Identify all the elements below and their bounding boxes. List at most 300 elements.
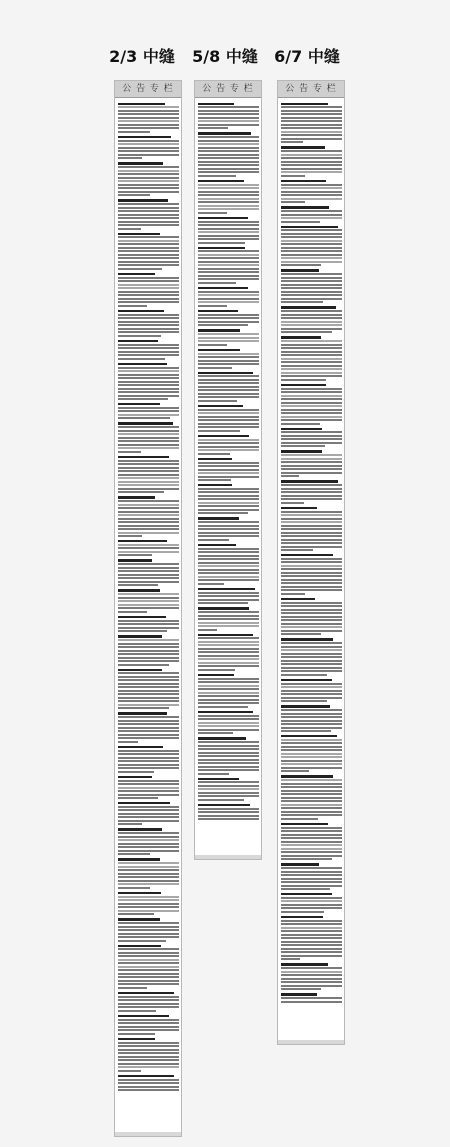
- text-line: [118, 679, 179, 681]
- text-line: [118, 906, 179, 908]
- text-line: [118, 314, 179, 316]
- text-line: [198, 476, 259, 478]
- text-line: [118, 880, 179, 882]
- text-line: [281, 317, 342, 319]
- text-line: [118, 1089, 179, 1091]
- notice-paragraph: [198, 247, 259, 284]
- text-line: [198, 702, 259, 704]
- text-line: [281, 878, 342, 880]
- text-line: [118, 664, 169, 666]
- notice-paragraph: [198, 588, 259, 604]
- text-line: [118, 298, 179, 300]
- text-line: [281, 419, 342, 421]
- text-line: [281, 779, 342, 781]
- text-line: [118, 535, 142, 537]
- text-line: [198, 706, 248, 708]
- text-line: [198, 386, 259, 388]
- notice-paragraph: [118, 746, 179, 773]
- text-line: [198, 389, 259, 391]
- text-line: [198, 618, 259, 620]
- text-line: [281, 138, 342, 140]
- text-line: [281, 656, 342, 658]
- text-line: [281, 760, 342, 762]
- text-line: [198, 745, 259, 747]
- text-line: [118, 767, 179, 769]
- text-line: [198, 191, 259, 193]
- text-line: [118, 712, 167, 714]
- text-line: [118, 381, 179, 383]
- notice-column-1: [114, 80, 182, 1137]
- text-line: [118, 331, 179, 333]
- text-line: [118, 154, 179, 156]
- notice-paragraph: [198, 217, 259, 244]
- text-line: [118, 820, 179, 822]
- text-line: [118, 544, 179, 546]
- text-line: [198, 804, 250, 806]
- text-line: [198, 699, 259, 701]
- text-line: [198, 622, 259, 624]
- text-line: [198, 729, 259, 731]
- text-line: [118, 589, 160, 591]
- text-line: [198, 681, 259, 683]
- text-line: [281, 214, 342, 216]
- text-line: [281, 445, 325, 447]
- notice-paragraph: [281, 480, 342, 503]
- text-line: [281, 697, 342, 699]
- text-line: [118, 481, 179, 483]
- notice-paragraph: [118, 310, 179, 337]
- text-line: [281, 598, 315, 600]
- text-line: [281, 997, 342, 999]
- text-line: [118, 521, 179, 523]
- text-line: [118, 1015, 169, 1017]
- text-line: [118, 607, 179, 609]
- text-line: [198, 755, 259, 757]
- text-line: [118, 635, 162, 637]
- text-line: [198, 611, 259, 613]
- text-line: [118, 903, 179, 905]
- text-line: [118, 224, 179, 226]
- text-line: [118, 734, 179, 736]
- notice-paragraph: [198, 458, 259, 481]
- text-line: [118, 1063, 179, 1065]
- text-line: [281, 321, 342, 323]
- notice-paragraph: [281, 226, 342, 267]
- text-line: [198, 221, 259, 223]
- text-line: [118, 802, 170, 804]
- text-line: [198, 367, 232, 369]
- text-line: [281, 141, 303, 143]
- text-line: [118, 843, 179, 845]
- text-line: [118, 794, 179, 796]
- notice-paragraph: [118, 273, 179, 307]
- text-line: [118, 261, 179, 263]
- notice-paragraph: [118, 340, 179, 360]
- text-line: [118, 484, 179, 486]
- text-line: [198, 426, 259, 428]
- column-footer-3: [278, 1040, 344, 1044]
- text-line: [118, 570, 179, 572]
- text-line: [281, 572, 342, 574]
- text-line: [118, 683, 179, 685]
- text-line: [281, 582, 342, 584]
- text-line: [198, 379, 259, 381]
- text-line: [281, 106, 342, 108]
- text-line: [281, 783, 342, 785]
- text-line: [118, 410, 179, 412]
- text-line: [118, 110, 179, 112]
- text-line: [281, 298, 342, 300]
- text-line: [118, 131, 150, 133]
- notice-paragraph: [281, 963, 342, 990]
- text-line: [281, 549, 313, 551]
- text-line: [118, 858, 160, 860]
- text-line: [198, 528, 259, 530]
- text-line: [118, 836, 179, 838]
- text-line: [118, 328, 179, 330]
- text-line: [198, 110, 259, 112]
- column-labels: [0, 44, 450, 68]
- text-line: [198, 164, 259, 166]
- text-line: [198, 469, 259, 471]
- text-line: [118, 969, 179, 971]
- text-line: [118, 771, 154, 773]
- text-line: [118, 910, 179, 912]
- text-line: [118, 653, 179, 655]
- text-line: [118, 554, 152, 556]
- text-line: [118, 1006, 179, 1008]
- notice-paragraph: [281, 306, 342, 333]
- text-line: [281, 763, 342, 765]
- text-line: [118, 467, 179, 469]
- text-line: [198, 555, 259, 557]
- notice-paragraph: [118, 233, 179, 270]
- text-line: [281, 948, 342, 950]
- text-line: [281, 461, 342, 463]
- notice-paragraph: [281, 103, 342, 144]
- text-line: [281, 257, 342, 259]
- text-line: [198, 405, 243, 407]
- text-line: [198, 287, 248, 289]
- notice-paragraph: [198, 180, 259, 214]
- text-line: [281, 958, 300, 960]
- text-line: [198, 602, 248, 604]
- text-line: [118, 143, 179, 145]
- text-line: [198, 208, 259, 210]
- text-line: [281, 670, 342, 672]
- text-line: [118, 321, 179, 323]
- text-line: [118, 567, 179, 569]
- text-line: [118, 630, 167, 632]
- text-line: [118, 233, 160, 235]
- text-line: [281, 586, 342, 588]
- text-line: [118, 1075, 174, 1077]
- text-line: [281, 897, 342, 899]
- text-line: [118, 477, 179, 479]
- notice-paragraph: [198, 484, 259, 514]
- text-line: [198, 512, 248, 514]
- text-line: [281, 716, 342, 718]
- text-line: [281, 206, 329, 208]
- text-line: [281, 514, 342, 516]
- text-line: [281, 955, 342, 957]
- text-line: [198, 498, 259, 500]
- text-line: [118, 1029, 179, 1031]
- text-line: [281, 124, 342, 126]
- text-line: [281, 602, 342, 604]
- text-line: [118, 892, 161, 894]
- text-line: [118, 433, 179, 435]
- text-line: [281, 971, 342, 973]
- text-line: [198, 136, 259, 138]
- text-line: [198, 442, 259, 444]
- text-line: [118, 136, 171, 138]
- text-line: [198, 372, 253, 374]
- text-line: [118, 106, 179, 108]
- text-line: [118, 217, 179, 219]
- text-line: [281, 518, 342, 520]
- notice-paragraph: [281, 206, 342, 222]
- text-line: [118, 899, 179, 901]
- text-line: [281, 264, 321, 266]
- notice-paragraph: [198, 310, 259, 326]
- text-line: [118, 693, 179, 695]
- text-line: [198, 435, 249, 437]
- text-line: [198, 171, 259, 173]
- text-line: [118, 414, 179, 416]
- text-line: [281, 605, 342, 607]
- text-line: [198, 576, 259, 578]
- notice-paragraph: [118, 103, 179, 133]
- column-body-1: [115, 98, 181, 1097]
- text-line: [281, 243, 342, 245]
- text-line: [281, 830, 342, 832]
- text-line: [198, 718, 259, 720]
- text-line: [118, 955, 179, 957]
- text-line: [198, 349, 240, 351]
- text-line: [198, 685, 259, 687]
- text-line: [281, 310, 342, 312]
- text-line: [281, 117, 342, 119]
- text-line: [198, 629, 217, 631]
- text-line: [118, 616, 166, 618]
- text-line: [198, 562, 259, 564]
- text-line: [198, 637, 259, 639]
- text-line: [281, 198, 342, 200]
- text-line: [281, 161, 342, 163]
- text-line: [281, 967, 342, 969]
- text-line: [118, 257, 179, 259]
- text-line: [198, 525, 259, 527]
- notice-paragraph: [118, 892, 179, 915]
- text-line: [118, 194, 150, 196]
- text-line: [281, 539, 342, 541]
- notice-paragraph: [281, 450, 342, 477]
- text-line: [198, 268, 259, 270]
- text-line: [118, 1056, 179, 1058]
- text-line: [198, 168, 259, 170]
- text-line: [198, 748, 259, 750]
- text-line: [281, 328, 342, 330]
- text-line: [198, 651, 259, 653]
- text-line: [281, 301, 323, 303]
- text-line: [281, 616, 342, 618]
- text-line: [118, 463, 179, 465]
- text-line: [281, 450, 322, 452]
- label-col-3: 6/7 中缝: [274, 47, 340, 66]
- text-line: [198, 187, 259, 189]
- text-line: [281, 927, 342, 929]
- text-line: [281, 790, 342, 792]
- text-line: [118, 723, 179, 725]
- text-line: [118, 1022, 179, 1024]
- text-line: [118, 850, 179, 852]
- text-line: [281, 742, 342, 744]
- text-line: [281, 416, 342, 418]
- notice-paragraph: [198, 405, 259, 432]
- text-line: [281, 693, 342, 695]
- text-line: [281, 236, 342, 238]
- text-line: [198, 539, 229, 541]
- text-line: [198, 298, 259, 300]
- notice-paragraph: [198, 634, 259, 671]
- text-line: [281, 511, 342, 513]
- text-line: [198, 103, 234, 105]
- text-line: [198, 117, 259, 119]
- text-line: [281, 690, 342, 692]
- text-line: [198, 785, 259, 787]
- text-line: [118, 250, 179, 252]
- text-line: [198, 773, 229, 775]
- text-line: [118, 780, 179, 782]
- text-line: [118, 117, 179, 119]
- text-line: [118, 787, 179, 789]
- text-line: [118, 422, 173, 424]
- text-line: [281, 686, 342, 688]
- text-line: [118, 254, 179, 256]
- text-line: [198, 462, 259, 464]
- text-line: [281, 988, 321, 990]
- text-line: [118, 1052, 179, 1054]
- text-line: [198, 599, 259, 601]
- text-line: [118, 203, 179, 205]
- text-line: [118, 310, 164, 312]
- text-line: [281, 168, 342, 170]
- notice-paragraph: [118, 589, 179, 612]
- text-line: [118, 199, 168, 201]
- text-line: [198, 792, 259, 794]
- text-line: [118, 317, 179, 319]
- text-line: [118, 672, 179, 674]
- text-line: [198, 715, 259, 717]
- text-line: [118, 280, 179, 282]
- notice-paragraph: [118, 669, 179, 710]
- text-line: [198, 607, 249, 609]
- text-line: [281, 284, 342, 286]
- text-line: [198, 363, 259, 365]
- text-line: [281, 770, 309, 772]
- text-line: [281, 867, 342, 869]
- text-line: [281, 923, 342, 925]
- text-line: [198, 695, 259, 697]
- text-line: [198, 551, 259, 553]
- text-line: [118, 584, 158, 586]
- text-line: [281, 351, 342, 353]
- text-line: [198, 479, 231, 481]
- text-line: [281, 375, 342, 377]
- notice-paragraph: [198, 737, 259, 774]
- text-line: [118, 191, 179, 193]
- text-line: [281, 844, 342, 846]
- text-line: [281, 944, 342, 946]
- text-line: [281, 674, 327, 676]
- text-line: [118, 273, 155, 275]
- text-line: [118, 620, 179, 622]
- text-line: [281, 881, 342, 883]
- text-line: [118, 704, 179, 706]
- text-line: [281, 855, 342, 857]
- text-line: [281, 727, 342, 729]
- text-line: [198, 495, 259, 497]
- notice-paragraph: [198, 674, 259, 708]
- text-line: [281, 175, 305, 177]
- text-line: [281, 465, 342, 467]
- text-line: [281, 753, 342, 755]
- text-line: [118, 869, 179, 871]
- text-line: [118, 291, 179, 293]
- text-line: [118, 347, 179, 349]
- text-line: [118, 507, 179, 509]
- text-line: [198, 465, 259, 467]
- text-line: [281, 565, 342, 567]
- text-line: [118, 623, 179, 625]
- text-line: [198, 143, 259, 145]
- text-line: [118, 577, 179, 579]
- text-line: [281, 626, 342, 628]
- notice-paragraph: [281, 384, 342, 425]
- text-line: [118, 287, 179, 289]
- text-line: [118, 127, 179, 129]
- text-line: [281, 146, 325, 148]
- column-footer-1: [115, 1132, 181, 1136]
- notice-paragraph: [198, 329, 259, 345]
- text-line: [281, 454, 342, 456]
- text-line: [281, 951, 342, 953]
- notice-paragraph: [281, 775, 342, 819]
- text-line: [281, 291, 342, 293]
- text-line: [118, 746, 163, 748]
- text-line: [118, 120, 179, 122]
- column-body-3: [278, 98, 344, 1009]
- text-line: [118, 207, 179, 209]
- text-line: [198, 324, 248, 326]
- text-line: [198, 752, 259, 754]
- text-line: [281, 233, 342, 235]
- text-line: [281, 837, 342, 839]
- notice-paragraph: [198, 287, 259, 307]
- text-line: [198, 669, 235, 671]
- text-line: [118, 639, 179, 641]
- text-line: [281, 561, 342, 563]
- text-line: [118, 940, 166, 942]
- text-line: [118, 966, 179, 968]
- text-line: [198, 569, 259, 571]
- text-line: [281, 331, 332, 333]
- text-line: [118, 862, 179, 864]
- text-line: [281, 324, 342, 326]
- text-line: [198, 732, 233, 734]
- text-line: [198, 658, 259, 660]
